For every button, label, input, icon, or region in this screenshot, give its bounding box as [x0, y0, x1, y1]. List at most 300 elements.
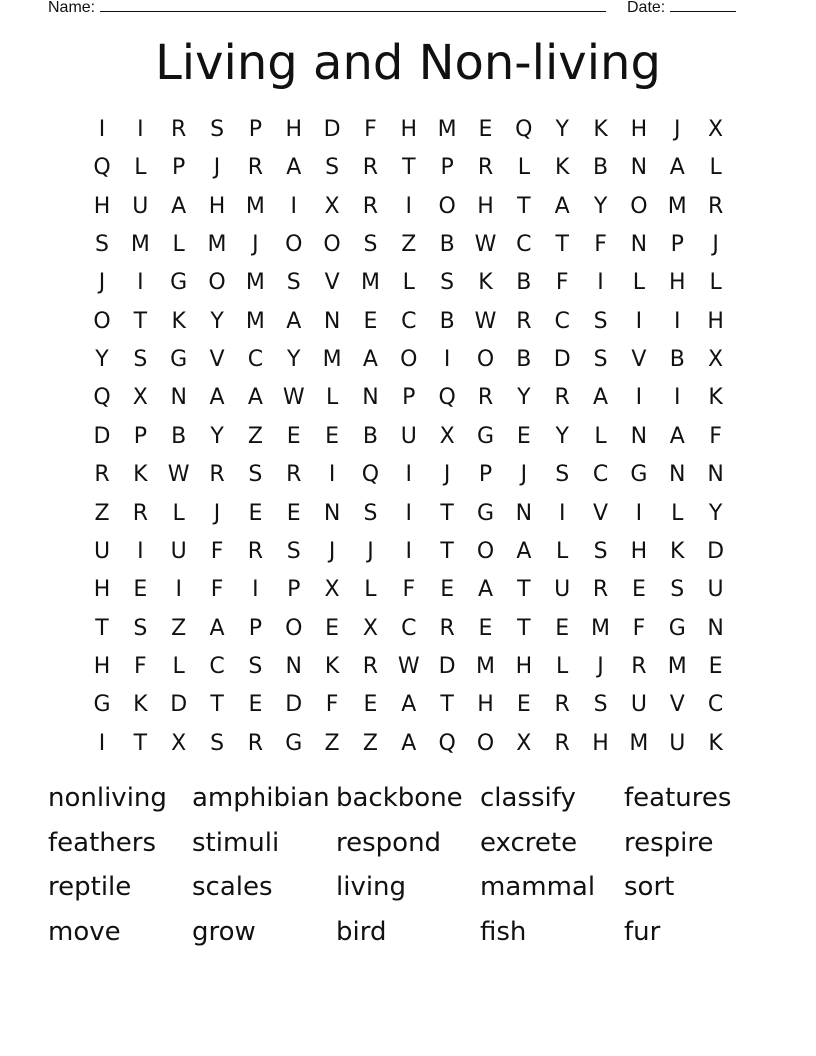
- grid-letter[interactable]: G: [285, 730, 303, 756]
- grid-letter[interactable]: H: [93, 193, 111, 219]
- grid-letter[interactable]: F: [709, 423, 722, 449]
- grid-letter[interactable]: Y: [287, 347, 301, 373]
- word-list-item: excrete: [480, 827, 578, 858]
- grid-letter[interactable]: L: [325, 385, 339, 411]
- grid-letter[interactable]: P: [248, 615, 263, 641]
- grid-letter[interactable]: H: [630, 117, 648, 142]
- grid-letter[interactable]: B: [593, 155, 609, 181]
- grid-letter[interactable]: L: [364, 577, 377, 603]
- grid-letter[interactable]: N: [669, 462, 686, 488]
- grid-letter[interactable]: X: [362, 615, 378, 641]
- grid-letter[interactable]: I: [290, 193, 297, 219]
- grid-letter[interactable]: Z: [401, 232, 417, 258]
- grid-letter[interactable]: U: [707, 577, 724, 603]
- grid-letter[interactable]: S: [670, 577, 685, 603]
- grid-letter[interactable]: Z: [94, 500, 110, 526]
- grid-letter[interactable]: U: [669, 730, 686, 756]
- grid-letter[interactable]: H: [668, 270, 686, 296]
- grid-letter[interactable]: B: [516, 270, 532, 296]
- grid-letter[interactable]: Z: [324, 730, 340, 756]
- grid-letter[interactable]: E: [478, 117, 493, 142]
- grid-letter[interactable]: E: [516, 423, 531, 449]
- grid-letter[interactable]: N: [630, 155, 648, 181]
- grid-letter[interactable]: T: [517, 577, 531, 603]
- grid-letter[interactable]: R: [477, 155, 494, 181]
- grid-letter[interactable]: U: [630, 692, 647, 718]
- grid-letter[interactable]: A: [401, 730, 417, 756]
- word-list-item: backbone: [336, 783, 463, 813]
- grid-letter[interactable]: I: [175, 577, 182, 603]
- grid-letter[interactable]: I: [635, 385, 643, 411]
- grid-letter[interactable]: B: [669, 347, 685, 373]
- grid-letter[interactable]: S: [555, 462, 570, 488]
- grid-letter[interactable]: S: [593, 692, 608, 718]
- grid-letter[interactable]: Q: [93, 155, 111, 181]
- grid-letter[interactable]: M: [245, 193, 265, 219]
- grid-letter[interactable]: O: [208, 270, 226, 296]
- grid-letter[interactable]: N: [285, 653, 302, 679]
- grid-letter[interactable]: E: [363, 692, 378, 718]
- grid-letter[interactable]: R: [362, 653, 379, 679]
- grid-letter[interactable]: G: [476, 423, 495, 449]
- grid-letter[interactable]: K: [708, 730, 723, 756]
- grid-letter[interactable]: R: [516, 308, 532, 334]
- grid-letter[interactable]: K: [478, 270, 493, 296]
- grid-letter[interactable]: R: [362, 155, 379, 181]
- grid-letter[interactable]: K: [133, 462, 148, 488]
- grid-letter[interactable]: T: [440, 500, 454, 526]
- grid-letter[interactable]: I: [405, 538, 413, 564]
- name-blank-line[interactable]: [100, 0, 606, 12]
- grid-letter[interactable]: B: [516, 347, 532, 373]
- grid-letter[interactable]: D: [707, 538, 725, 564]
- grid-letter[interactable]: J: [328, 538, 336, 564]
- grid-letter[interactable]: T: [440, 538, 454, 564]
- grid-letter[interactable]: R: [554, 385, 570, 411]
- grid-letter[interactable]: O: [476, 347, 495, 373]
- grid-letter[interactable]: M: [437, 117, 457, 142]
- grid-letter[interactable]: S: [95, 232, 109, 258]
- grid-letter[interactable]: A: [477, 577, 494, 603]
- word-list-item: nonliving: [48, 783, 167, 813]
- grid-letter[interactable]: Q: [361, 462, 380, 488]
- grid-letter[interactable]: J: [443, 462, 451, 488]
- grid-letter[interactable]: M: [629, 730, 649, 756]
- grid-letter[interactable]: P: [133, 423, 147, 449]
- grid-letter[interactable]: K: [171, 308, 186, 334]
- grid-letter[interactable]: B: [439, 308, 455, 334]
- grid-letter[interactable]: T: [133, 730, 148, 756]
- grid-letter[interactable]: A: [362, 347, 378, 373]
- grid-letter[interactable]: R: [247, 155, 264, 181]
- grid-letter[interactable]: S: [133, 347, 148, 373]
- word-list-item: stimuli: [192, 827, 280, 858]
- grid-letter[interactable]: S: [248, 653, 263, 679]
- grid-letter[interactable]: Y: [593, 193, 608, 219]
- grid-letter[interactable]: S: [210, 117, 225, 142]
- grid-letter[interactable]: V: [669, 692, 685, 718]
- grid-letter[interactable]: H: [208, 193, 226, 219]
- grid-letter[interactable]: O: [93, 308, 111, 334]
- grid-letter[interactable]: E: [325, 423, 340, 449]
- grid-letter[interactable]: R: [94, 462, 110, 488]
- grid-letter[interactable]: C: [209, 653, 225, 679]
- grid-letter[interactable]: H: [93, 653, 111, 679]
- grid-letter[interactable]: R: [554, 730, 570, 756]
- grid-letter[interactable]: C: [554, 308, 570, 334]
- grid-letter[interactable]: Y: [95, 347, 109, 373]
- grid-letter[interactable]: W: [474, 308, 497, 334]
- grid-letter[interactable]: A: [209, 615, 225, 641]
- grid-letter[interactable]: E: [286, 500, 301, 526]
- grid-letter[interactable]: J: [712, 232, 719, 258]
- grid-letter[interactable]: F: [632, 615, 646, 641]
- grid-letter[interactable]: O: [476, 730, 495, 756]
- grid-letter[interactable]: Y: [210, 423, 224, 449]
- grid-letter[interactable]: I: [558, 500, 566, 526]
- grid-letter[interactable]: R: [286, 462, 302, 488]
- grid-letter[interactable]: H: [707, 308, 724, 334]
- grid-letter[interactable]: J: [213, 155, 221, 181]
- grid-letter[interactable]: R: [132, 500, 148, 526]
- grid-letter[interactable]: T: [402, 155, 416, 181]
- grid-letter[interactable]: N: [515, 500, 533, 526]
- grid-letter[interactable]: I: [443, 347, 451, 373]
- grid-letter[interactable]: Z: [247, 423, 263, 449]
- grid-letter[interactable]: A: [554, 193, 570, 219]
- grid-letter[interactable]: B: [439, 232, 455, 258]
- grid-letter[interactable]: R: [209, 462, 225, 488]
- grid-letter[interactable]: K: [708, 385, 723, 411]
- grid-letter[interactable]: I: [674, 385, 681, 411]
- grid-letter[interactable]: R: [247, 538, 264, 564]
- grid-letter[interactable]: T: [133, 308, 148, 334]
- grid-letter[interactable]: P: [478, 462, 493, 488]
- grid-letter[interactable]: L: [709, 270, 722, 296]
- grid-letter[interactable]: F: [402, 577, 416, 603]
- grid-letter[interactable]: X: [324, 577, 340, 603]
- grid-letter[interactable]: E: [363, 308, 378, 334]
- grid-letter[interactable]: Q: [93, 385, 111, 411]
- grid-letter[interactable]: N: [630, 232, 648, 258]
- grid-letter[interactable]: E: [478, 615, 493, 641]
- grid-letter[interactable]: I: [405, 193, 413, 219]
- grid-letter[interactable]: E: [286, 423, 301, 449]
- grid-letter[interactable]: T: [95, 615, 109, 641]
- grid-letter[interactable]: X: [171, 730, 187, 756]
- grid-letter[interactable]: G: [93, 692, 111, 718]
- grid-letter[interactable]: C: [247, 347, 264, 373]
- grid-letter[interactable]: D: [285, 692, 303, 718]
- grid-letter[interactable]: Q: [438, 385, 456, 411]
- grid-letter[interactable]: A: [401, 692, 417, 718]
- grid-letter[interactable]: J: [252, 232, 259, 258]
- grid-letter[interactable]: X: [132, 385, 148, 411]
- grid-letter[interactable]: O: [400, 347, 418, 373]
- grid-letter[interactable]: P: [287, 577, 301, 603]
- grid-letter[interactable]: V: [593, 500, 609, 526]
- grid-letter[interactable]: I: [405, 462, 413, 488]
- grid-letter[interactable]: M: [360, 270, 380, 296]
- grid-letter[interactable]: Y: [555, 117, 569, 142]
- grid-letter[interactable]: H: [285, 117, 303, 142]
- grid-letter[interactable]: C: [401, 615, 417, 641]
- grid-letter[interactable]: E: [248, 692, 263, 718]
- grid-letter[interactable]: J: [674, 117, 681, 142]
- grid-letter[interactable]: Z: [362, 730, 378, 756]
- grid-letter[interactable]: J: [367, 538, 374, 564]
- grid-letter[interactable]: S: [325, 155, 340, 181]
- grid-letter[interactable]: O: [323, 232, 341, 258]
- grid-letter[interactable]: I: [137, 117, 144, 142]
- grid-letter[interactable]: L: [172, 653, 185, 679]
- grid-letter[interactable]: S: [133, 615, 148, 641]
- grid-letter[interactable]: Q: [515, 117, 533, 142]
- grid-letter[interactable]: P: [440, 155, 454, 181]
- grid-letter[interactable]: S: [210, 730, 225, 756]
- grid-letter[interactable]: U: [554, 577, 571, 603]
- grid-letter[interactable]: P: [402, 385, 416, 411]
- grid-letter[interactable]: N: [707, 462, 724, 488]
- date-blank-line[interactable]: [670, 0, 736, 12]
- grid-letter[interactable]: K: [554, 155, 570, 181]
- grid-letter[interactable]: M: [245, 270, 265, 296]
- grid-letter[interactable]: D: [323, 117, 341, 142]
- grid-letter[interactable]: I: [252, 577, 259, 603]
- grid-letter[interactable]: C: [516, 232, 532, 258]
- grid-letter[interactable]: L: [671, 500, 684, 526]
- grid-letter[interactable]: X: [324, 193, 340, 219]
- grid-letter[interactable]: E: [325, 615, 340, 641]
- grid-letter[interactable]: H: [515, 653, 533, 679]
- grid-letter[interactable]: X: [516, 730, 532, 756]
- grid-letter[interactable]: O: [438, 193, 456, 219]
- grid-letter[interactable]: L: [632, 270, 646, 296]
- grid-letter[interactable]: I: [328, 462, 336, 488]
- grid-letter[interactable]: R: [362, 193, 379, 219]
- grid-letter[interactable]: Y: [210, 308, 224, 334]
- grid-letter[interactable]: S: [248, 462, 263, 488]
- grid-letter[interactable]: S: [593, 538, 608, 564]
- grid-letter[interactable]: P: [172, 155, 186, 181]
- grid-letter[interactable]: L: [556, 538, 569, 564]
- grid-letter[interactable]: K: [324, 653, 340, 679]
- grid-letter[interactable]: L: [594, 423, 607, 449]
- grid-letter[interactable]: K: [670, 538, 685, 564]
- grid-letter[interactable]: H: [400, 117, 418, 142]
- grid-letter[interactable]: G: [630, 462, 648, 488]
- grid-letter[interactable]: M: [322, 347, 342, 373]
- grid-letter[interactable]: S: [363, 232, 378, 258]
- grid-letter[interactable]: T: [440, 692, 454, 718]
- word-list-item: sort: [624, 872, 675, 903]
- grid-letter[interactable]: G: [668, 615, 686, 641]
- grid-letter[interactable]: I: [405, 500, 413, 526]
- grid-letter[interactable]: M: [207, 232, 227, 258]
- grid-letter[interactable]: H: [477, 692, 494, 718]
- grid-letter[interactable]: S: [363, 500, 378, 526]
- grid-letter[interactable]: E: [708, 653, 723, 679]
- grid-letter[interactable]: O: [476, 538, 495, 564]
- word-list-item: features: [624, 783, 732, 813]
- grid-letter[interactable]: C: [592, 462, 609, 488]
- grid-letter[interactable]: R: [439, 615, 455, 641]
- grid-letter[interactable]: R: [631, 653, 647, 679]
- grid-letter[interactable]: N: [362, 385, 379, 411]
- grid-letter[interactable]: S: [440, 270, 455, 296]
- grid-letter[interactable]: L: [517, 155, 530, 181]
- grid-letter[interactable]: L: [556, 653, 569, 679]
- grid-letter[interactable]: J: [98, 270, 106, 296]
- grid-letter[interactable]: K: [133, 692, 148, 718]
- grid-letter[interactable]: U: [132, 193, 149, 219]
- grid-letter[interactable]: Y: [555, 423, 569, 449]
- grid-letter[interactable]: D: [553, 347, 571, 373]
- grid-letter[interactable]: X: [708, 117, 724, 142]
- grid-letter[interactable]: T: [555, 232, 569, 258]
- grid-letter[interactable]: T: [210, 692, 224, 718]
- grid-letter[interactable]: F: [134, 653, 147, 679]
- grid-letter[interactable]: G: [476, 500, 495, 526]
- grid-letter[interactable]: Y: [517, 385, 531, 411]
- grid-letter[interactable]: A: [516, 538, 532, 564]
- grid-letter[interactable]: I: [98, 117, 106, 142]
- grid-letter[interactable]: Q: [438, 730, 456, 756]
- grid-letter[interactable]: S: [593, 308, 608, 334]
- grid-letter[interactable]: V: [209, 347, 225, 373]
- grid-letter[interactable]: H: [477, 193, 494, 219]
- grid-letter[interactable]: H: [93, 577, 111, 603]
- grid-letter[interactable]: N: [323, 308, 341, 334]
- grid-letter[interactable]: M: [245, 308, 265, 334]
- grid-letter[interactable]: R: [171, 117, 187, 142]
- grid-letter[interactable]: M: [667, 193, 687, 219]
- grid-letter[interactable]: W: [474, 232, 497, 258]
- name-label: Name:: [48, 0, 96, 16]
- grid-letter[interactable]: X: [708, 347, 724, 373]
- grid-letter[interactable]: N: [630, 423, 648, 449]
- grid-letter[interactable]: I: [98, 730, 106, 756]
- grid-letter[interactable]: W: [397, 653, 420, 679]
- grid-letter[interactable]: G: [170, 270, 188, 296]
- grid-letter[interactable]: F: [594, 232, 607, 258]
- grid-letter[interactable]: N: [707, 615, 724, 641]
- grid-letter[interactable]: S: [593, 347, 608, 373]
- grid-letter[interactable]: E: [555, 615, 570, 641]
- word-list-item: respire: [624, 827, 714, 858]
- grid-letter[interactable]: U: [170, 538, 187, 564]
- grid-letter[interactable]: H: [592, 730, 609, 756]
- grid-letter[interactable]: J: [597, 653, 604, 679]
- grid-letter[interactable]: A: [209, 385, 225, 411]
- grid-letter[interactable]: I: [674, 308, 681, 334]
- grid-letter[interactable]: M: [667, 653, 687, 679]
- grid-letter[interactable]: A: [669, 155, 685, 181]
- grid-letter[interactable]: E: [133, 577, 148, 603]
- grid-letter[interactable]: M: [130, 232, 150, 258]
- grid-letter[interactable]: H: [630, 538, 648, 564]
- grid-letter[interactable]: V: [631, 347, 647, 373]
- grid-letter[interactable]: D: [438, 653, 456, 679]
- grid-letter[interactable]: T: [517, 615, 531, 641]
- grid-letter[interactable]: N: [323, 500, 341, 526]
- grid-letter[interactable]: L: [172, 232, 185, 258]
- grid-letter[interactable]: A: [247, 385, 263, 411]
- grid-letter[interactable]: R: [477, 385, 494, 411]
- grid-letter[interactable]: A: [669, 423, 685, 449]
- grid-letter[interactable]: G: [170, 347, 188, 373]
- grid-letter[interactable]: O: [285, 615, 303, 641]
- grid-letter[interactable]: P: [248, 117, 263, 142]
- grid-letter[interactable]: N: [170, 385, 187, 411]
- grid-letter[interactable]: Z: [171, 615, 187, 641]
- grid-letter[interactable]: R: [554, 692, 570, 718]
- grid-letter[interactable]: F: [325, 692, 339, 718]
- grid-letter[interactable]: F: [364, 117, 377, 142]
- grid-letter[interactable]: J: [213, 500, 221, 526]
- grid-letter[interactable]: I: [635, 500, 643, 526]
- grid-letter[interactable]: C: [707, 692, 724, 718]
- grid-letter[interactable]: X: [439, 423, 455, 449]
- grid-letter[interactable]: R: [592, 577, 609, 603]
- grid-letter[interactable]: W: [282, 385, 305, 411]
- grid-letter[interactable]: E: [440, 577, 455, 603]
- grid-letter[interactable]: W: [167, 462, 190, 488]
- grid-letter[interactable]: F: [210, 577, 224, 603]
- grid-letter[interactable]: V: [324, 270, 340, 296]
- grid-letter[interactable]: L: [172, 500, 185, 526]
- grid-letter[interactable]: O: [285, 232, 303, 258]
- grid-letter[interactable]: U: [93, 538, 111, 564]
- grid-letter[interactable]: E: [631, 577, 646, 603]
- grid-letter[interactable]: E: [516, 692, 531, 718]
- grid-letter[interactable]: A: [286, 155, 302, 181]
- grid-letter[interactable]: M: [591, 615, 611, 641]
- grid-letter[interactable]: B: [362, 423, 378, 449]
- grid-letter[interactable]: A: [171, 193, 187, 219]
- grid-letter[interactable]: J: [520, 462, 528, 488]
- grid-letter[interactable]: S: [286, 538, 301, 564]
- grid-letter[interactable]: Y: [708, 500, 723, 526]
- grid-letter[interactable]: B: [171, 423, 187, 449]
- grid-letter[interactable]: R: [247, 730, 264, 756]
- grid-letter[interactable]: A: [286, 308, 302, 334]
- grid-letter[interactable]: I: [137, 270, 144, 296]
- grid-letter[interactable]: I: [137, 538, 144, 564]
- word-list-item: respond: [336, 827, 442, 858]
- grid-letter[interactable]: F: [210, 538, 224, 564]
- grid-letter[interactable]: L: [402, 270, 415, 296]
- grid-letter[interactable]: E: [248, 500, 263, 526]
- grid-letter[interactable]: P: [670, 232, 684, 258]
- grid-letter[interactable]: C: [401, 308, 417, 334]
- grid-letter[interactable]: I: [635, 308, 643, 334]
- grid-letter[interactable]: T: [517, 193, 531, 219]
- grid-letter[interactable]: O: [630, 193, 648, 219]
- grid-letter[interactable]: L: [134, 155, 147, 181]
- grid-letter[interactable]: D: [93, 423, 111, 449]
- grid-letter[interactable]: A: [593, 385, 609, 411]
- grid-letter[interactable]: L: [709, 155, 722, 181]
- grid-letter[interactable]: D: [170, 692, 188, 718]
- grid-letter[interactable]: F: [555, 270, 569, 296]
- grid-letter[interactable]: M: [476, 653, 495, 679]
- grid-letter[interactable]: U: [400, 423, 417, 449]
- grid-letter[interactable]: K: [593, 117, 608, 142]
- grid-letter[interactable]: S: [286, 270, 301, 296]
- grid-letter[interactable]: R: [707, 193, 724, 219]
- grid-letter[interactable]: I: [597, 270, 604, 296]
